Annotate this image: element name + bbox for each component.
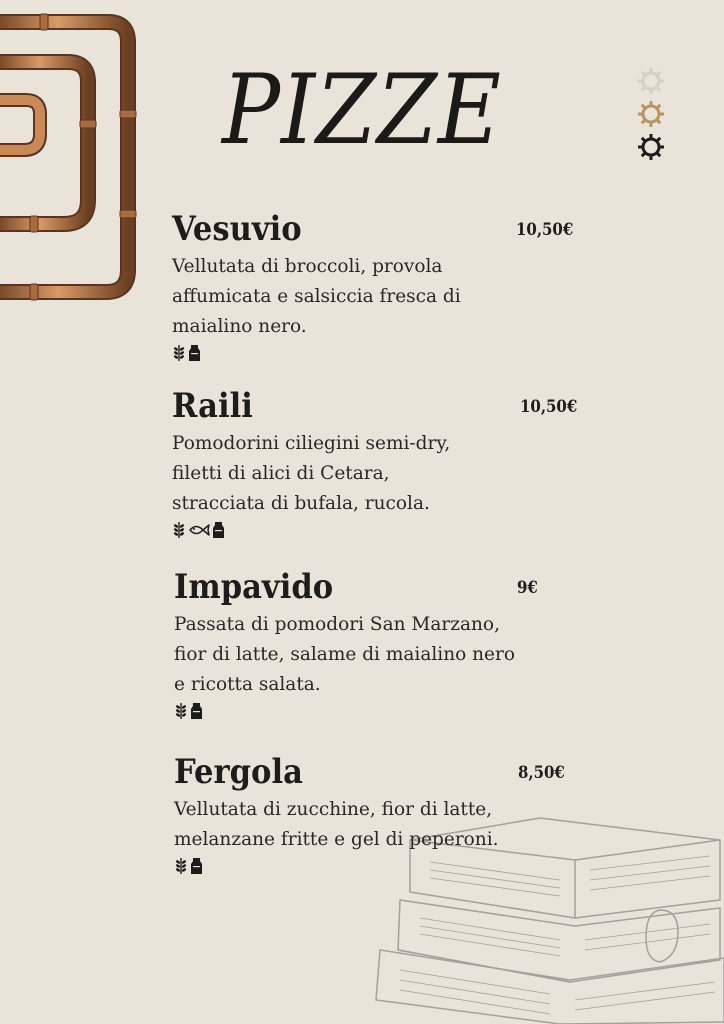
item-description-line: maialino nero. [172,316,307,337]
item-description-line: Passata di pomodori San Marzano, [174,614,500,635]
item-name: Fergola [174,752,303,792]
item-price: 8,50€ [518,763,565,783]
item-description-line: Pomodorini ciliegini semi-dry, [172,433,451,454]
item-name: Impavido [174,567,334,607]
item-description-line: filetti di alici di Cetara, [172,463,390,484]
item-name: Vesuvio [172,209,302,249]
milk-icon [212,521,225,539]
item-price: 9€ [517,578,538,598]
copper-pipes-decoration [0,0,145,315]
menu-item-vesuvio [172,210,592,362]
allergen-icons [172,521,592,539]
item-description-line: fior di latte, salame di maialino nero [174,644,515,665]
item-name: Raili [172,386,253,426]
gear-icon [636,132,666,162]
item-description [172,252,552,342]
menu-item-fergola [174,753,594,875]
fish-icon [188,521,210,539]
item-description [172,429,552,519]
gear-icon [636,99,666,129]
milk-icon [188,344,201,362]
item-price: 10,50€ [520,397,578,417]
item-description-line: stracciata di bufala, rucola. [172,493,430,514]
item-description-line: Vellutata di broccoli, provola [172,256,443,277]
allergen-icons [174,702,594,720]
item-description-line: Vellutata di zucchine, fior di latte, [174,799,493,820]
wheat-icon [174,702,188,720]
item-description [174,795,574,855]
item-description-line: e ricotta salata. [174,674,321,695]
gear-icon [636,66,666,96]
wheat-icon [174,857,188,875]
menu-item-raili [172,387,592,539]
menu-item-impavido [174,568,594,720]
allergen-icons [172,344,592,362]
gears-decoration [636,66,668,166]
allergen-icons [174,857,594,875]
item-price: 10,50€ [516,220,574,240]
milk-icon [190,702,203,720]
item-description-line: affumicata e salsiccia fresca di [172,286,461,307]
page-title: PIZZE [222,54,502,166]
wheat-icon [172,521,186,539]
wheat-icon [172,344,186,362]
item-description-line: melanzane fritte e gel di peperoni. [174,829,499,850]
item-description [174,610,574,700]
milk-icon [190,857,203,875]
